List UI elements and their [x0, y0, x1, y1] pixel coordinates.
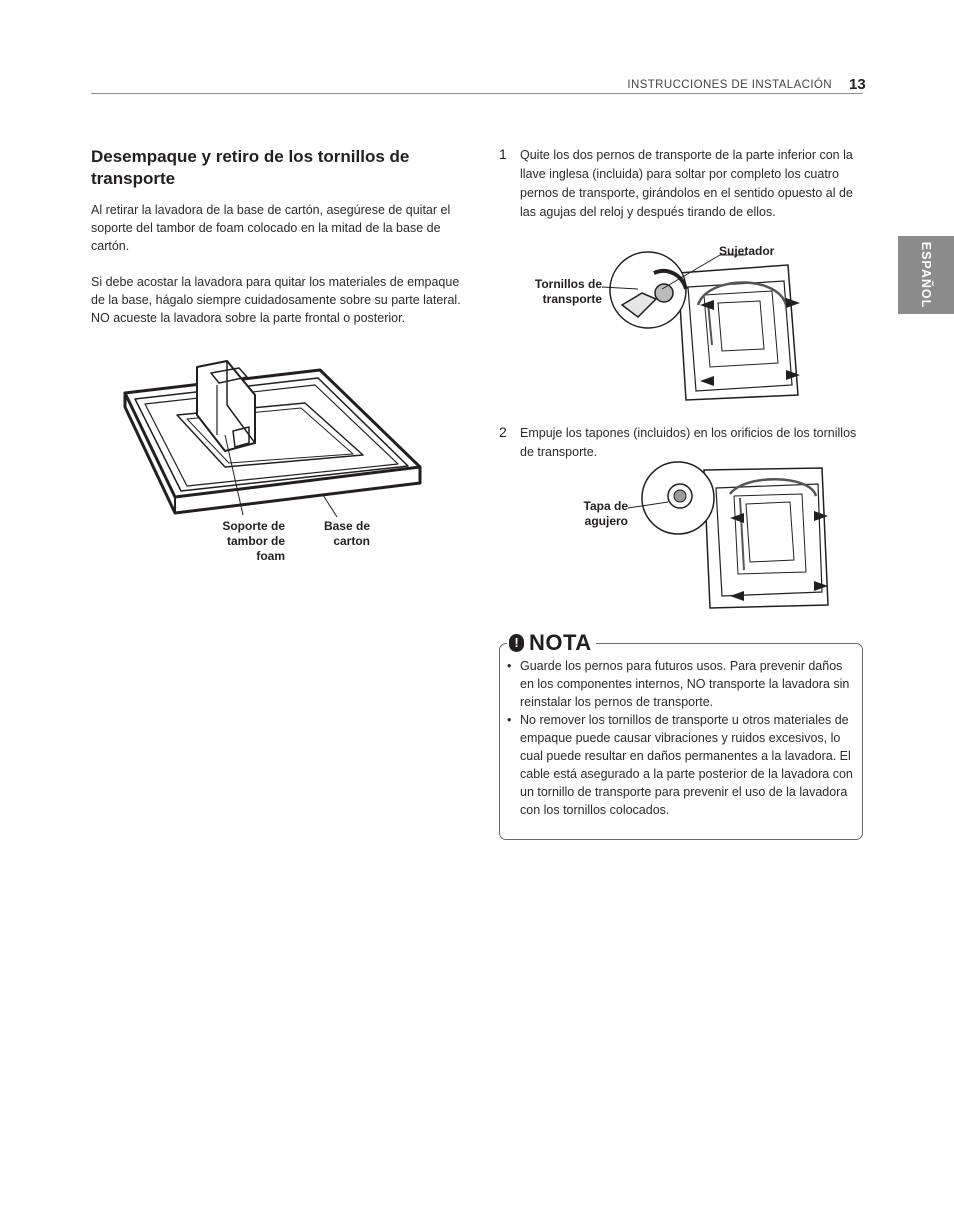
header-title: INSTRUCCIONES DE INSTALACIÓN [627, 79, 832, 91]
step-1-text: Quite los dos pernos de transporte de la parte inferior con la llave inglesa (incluida) para soltar por completo los cuatro pernos de transporte, girándolos en el sentido opuesto al de las agujas del reloj y después tirando de ellos. [520, 148, 853, 219]
section-heading: Desempaque y retiro de los tornillos de transporte [91, 147, 410, 188]
page-number: 13 [849, 76, 866, 93]
callout-carton-base: Base de carton [323, 519, 370, 548]
step-2-number: 2 [499, 424, 507, 440]
note-item: • Guarde los pernos para futuros usos. Para prevenir daños en los componentes internos, NO transporte la lavadora sin reinstalar los pernos de transporte. [505, 657, 855, 711]
note-title [507, 630, 596, 656]
note-item: • No remover los tornillos de transporte u otros materiales de empaque puede causar vibraciones y ruidos excesivos, lo cual puede resultar en daños permanentes a la lavadora. El cable está asegurado a la parte posterior de la lavadora con un tornillo de transporte para prevenir el uso de la lavadora con los tornillos colocados. [505, 711, 855, 819]
callout-bracket: Sujetador [719, 244, 775, 258]
callout-hole-cap: Tapa de agujero [583, 499, 628, 528]
note-title-text: NOTA [529, 630, 592, 655]
step-1-number: 1 [499, 146, 507, 162]
transport-bolts-illustration [608, 245, 808, 405]
note-list [505, 657, 855, 819]
language-side-tab [898, 236, 954, 314]
step-2-text: Empuje los tapones (incluidos) en los orificios de los tornillos de transporte. [520, 426, 857, 459]
callout-transport-bolts: Tornillos de transporte [534, 277, 602, 306]
exclamation-icon: ! [509, 634, 524, 652]
caution-paragraph: Si debe acostar la lavadora para quitar los materiales de empaque de la base, hágalo siempre cuidadosamente sobre su parte lateral. NO acueste la lavadora sobre la parte frontal o posterior. [91, 275, 461, 325]
language-side-tab-label: ESPAÑOL [919, 241, 933, 309]
hole-caps-illustration [634, 460, 834, 610]
header-divider [91, 93, 863, 94]
intro-paragraph: Al retirar la lavadora de la base de cartón, asegúrese de quitar el soporte del tambor de foam colocado en la mitad de la base de cartón. [91, 203, 451, 253]
carton-base-illustration [115, 355, 430, 520]
callout-foam-support: Soporte de tambor de foam [222, 519, 285, 563]
